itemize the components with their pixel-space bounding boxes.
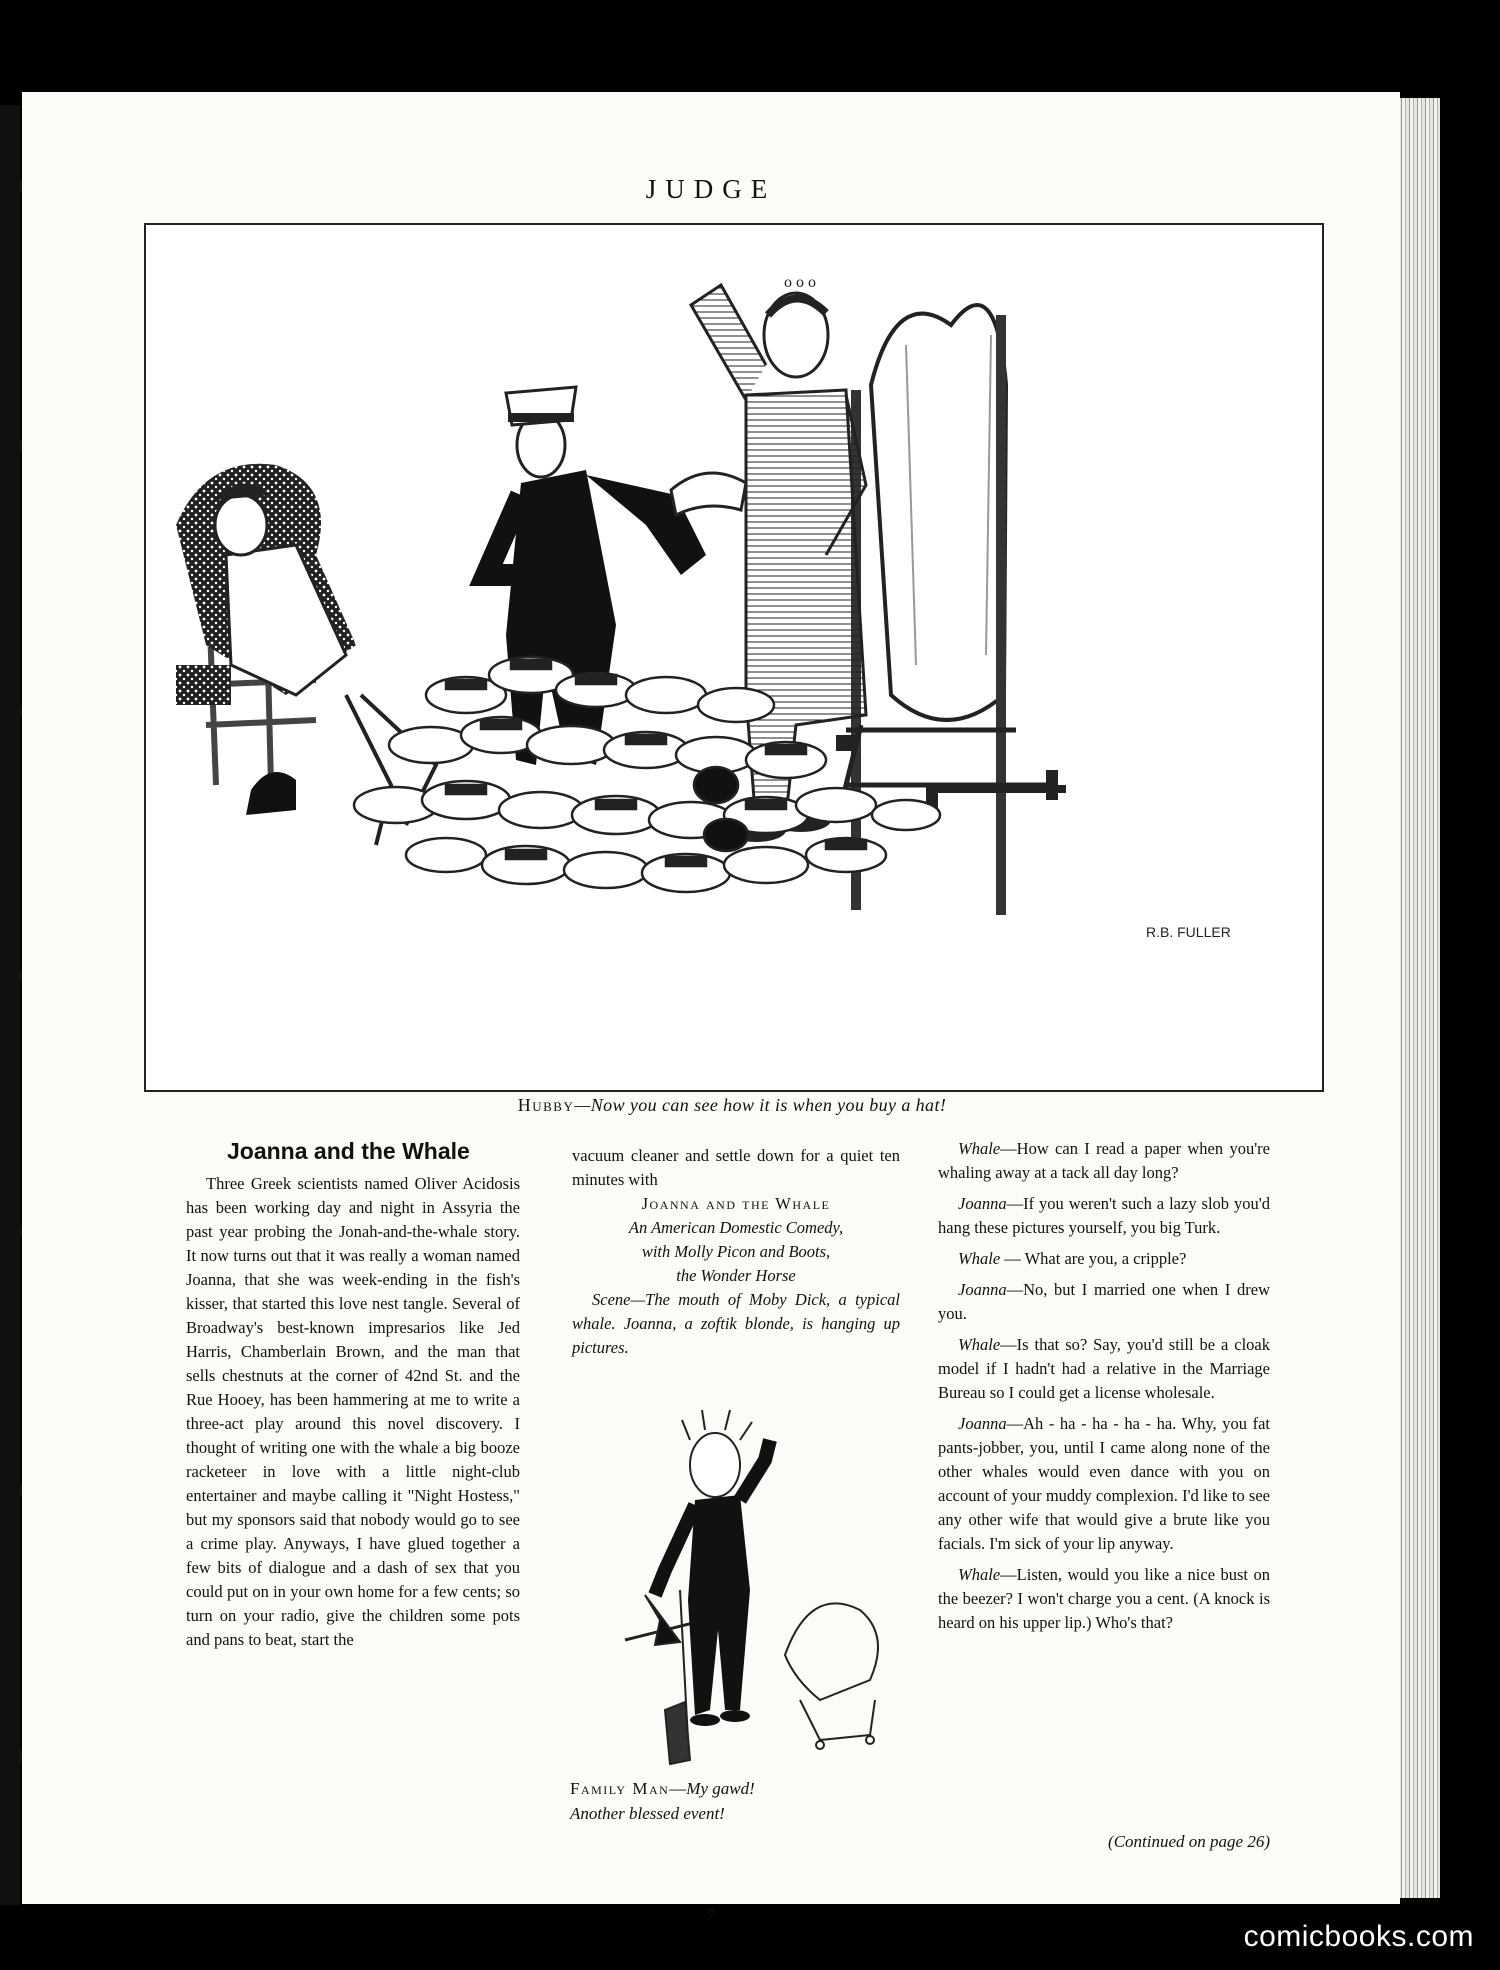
masthead: JUDGE	[645, 174, 777, 204]
dialogue-text: —How can I read a paper when you're whaling away at a tack all day long?	[938, 1139, 1270, 1182]
left-binding	[0, 105, 20, 1905]
dialogue-text: —Is that so? Say, you'd still be a cloak model if I hadn't had a relative in the Marriage Bureau so I could get a license wholesale.	[938, 1335, 1270, 1402]
family-man-figure	[655, 1410, 770, 1726]
dialogue-text: —No, but I married one when I drew you.	[938, 1280, 1270, 1323]
caption-speaker: Hubby	[517, 1095, 575, 1115]
dialogue-text: —Ah - ha - ha - ha - ha. Why, you fat pants-jobber, you, until I came along none of the other whales would even dance with you on account of your muddy complexion. I'd like to see any other wife that would give a brute like you facials. I'm sick of your lip anyway.	[938, 1414, 1270, 1553]
article-paragraph: vacuum cleaner and settle down for a quiet ten minutes with	[572, 1146, 900, 1189]
caption-separator: —	[669, 1779, 687, 1798]
dialogue-line	[938, 1333, 1270, 1405]
dialogue-speaker: Joanna	[958, 1280, 1007, 1299]
main-cartoon-caption	[144, 1095, 1320, 1116]
caption-text: My gawd!	[686, 1779, 755, 1798]
article-column-3	[938, 1137, 1270, 1642]
dialogue-speaker: Joanna	[958, 1414, 1007, 1433]
dialogue-text: —Listen, would you like a nice bust on the beezer? I won't charge you a cent. (A knock is heard on his upper lip.) Who's that?	[938, 1565, 1270, 1632]
dialogue-line	[938, 1192, 1270, 1240]
caption-text: Now you can see how it is when you buy a hat!	[590, 1095, 947, 1115]
play-subtitle: the Wonder Horse	[676, 1266, 796, 1285]
dialogue-speaker: Whale	[958, 1565, 1001, 1584]
small-cartoon-illustration	[570, 1380, 910, 1766]
dialogue-speaker: Whale	[958, 1335, 1001, 1354]
article-column-1	[186, 1172, 520, 1652]
dialogue-line	[938, 1412, 1270, 1556]
dialogue-line	[938, 1247, 1270, 1271]
svg-text:o o o: o o o	[784, 274, 816, 291]
article-column-2	[572, 1144, 900, 1360]
play-subtitle: An American Domestic Comedy,	[628, 1218, 844, 1237]
scene-description: Scene—The mouth of Moby Dick, a typical whale. Joanna, a zoftik blonde, is hanging up pictures.	[572, 1290, 900, 1357]
dialogue-speaker: Whale	[958, 1249, 1001, 1268]
page-number: 7	[706, 1905, 716, 1924]
caption-separator: —	[574, 1095, 591, 1115]
magazine-page	[22, 92, 1400, 1924]
dialogue-line	[938, 1137, 1270, 1185]
dialogue-speaker: Whale	[958, 1139, 1001, 1158]
play-title: Joanna and the Whale	[641, 1194, 831, 1213]
play-subtitle: with Molly Picon and Boots,	[641, 1242, 831, 1261]
caption-text: Another blessed event!	[570, 1804, 725, 1823]
caption-speaker: Family Man	[570, 1779, 670, 1798]
dialogue-text: — What are you, a cripple?	[1000, 1249, 1187, 1268]
watermark: comicbooks.com	[1243, 1920, 1474, 1953]
dialogue-line	[938, 1563, 1270, 1635]
dialogue-text: —If you weren't such a lazy slob you'd hang these pictures yourself, you big Turk.	[938, 1194, 1270, 1237]
dialogue-speaker: Joanna	[958, 1194, 1007, 1213]
dropped-bowler-hat	[246, 772, 296, 815]
dialogue-line	[938, 1278, 1270, 1326]
continued-note: (Continued on page 26)	[1108, 1832, 1270, 1851]
main-cartoon-illustration	[144, 223, 1324, 1092]
artist-signature: R.B. FULLER	[1146, 924, 1231, 940]
small-cartoon-caption	[570, 1776, 910, 1826]
standing-mirror	[836, 305, 1066, 915]
article-title: Joanna and the Whale	[227, 1138, 470, 1164]
article-paragraph: Three Greek scientists named Oliver Acidosis has been working day and night in Assyria the past year probing the Jonah-and-the-whale story. It now turns out that it was really a woman named Joanna, that she was week-ending in the fish's kisser, that started this love nest tangle. Several of Broadway's best-known impresarios like Jed Harris, Chamberlain Brown, and the man that sells chestnuts at the corner of 42nd St. and the Rue Hooey, has been hammering at me to write a three-act play around this novel discovery. I thought of writing one with the whale a big booze racketeer in love with a little night-club entertainer and maybe calling it "Night Hostess," but my sponsors said that nobody would go to see a crime play. Anyways, I have glued together a few bits of dialogue and a dash of sex that you could put on in your own home for a few cents; so turn on your radio, give the children some pots and pans to beat, start the	[186, 1174, 520, 1649]
